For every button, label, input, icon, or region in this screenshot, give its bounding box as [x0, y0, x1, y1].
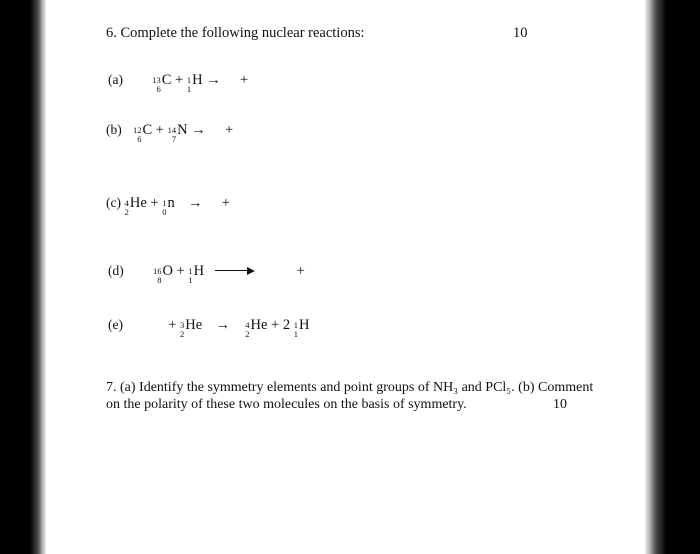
nuclide — [188, 262, 204, 286]
reaction-c — [106, 194, 230, 218]
element-symbol: C — [142, 122, 153, 138]
reaction-arrow: → — [187, 195, 203, 211]
plus-sign: + — [150, 195, 159, 211]
reaction-arrow: → — [206, 72, 221, 88]
reaction-label: (b) — [106, 122, 122, 137]
nuclide — [133, 121, 152, 145]
reaction-d — [108, 262, 305, 286]
atomic-number: 1 — [293, 329, 298, 339]
reaction-label: (c) — [106, 195, 121, 210]
plus-sign: + — [175, 72, 184, 88]
nuclide — [294, 316, 310, 340]
atomic-number: 1 — [188, 275, 193, 285]
reaction-e — [108, 316, 309, 340]
nuclide — [168, 121, 188, 145]
element-symbol: N — [177, 122, 188, 138]
atomic-number: 6 — [137, 134, 142, 144]
atomic-number: 2 — [124, 207, 129, 217]
question-7-marks: 10 — [553, 397, 567, 412]
mass-number: 14 — [167, 125, 177, 135]
mass-number: 1 — [186, 75, 192, 85]
plus-sign: + — [221, 195, 230, 211]
reaction-a — [108, 71, 248, 95]
mass-number: 4 — [124, 198, 129, 208]
plus-sign: + — [168, 317, 177, 333]
reaction-b — [106, 121, 233, 145]
nuclide — [162, 194, 175, 218]
nuclide — [153, 262, 173, 286]
photo-frame-left — [0, 0, 46, 554]
mass-number: 16 — [153, 266, 162, 276]
reaction-label: (a) — [108, 72, 123, 87]
mass-number: 4 — [245, 320, 250, 330]
atomic-number: 2 — [245, 329, 250, 339]
atomic-number: 2 — [180, 329, 185, 339]
element-symbol: He — [129, 195, 147, 211]
mass-number: 12 — [133, 125, 142, 135]
element-symbol: n — [167, 195, 175, 211]
question-6-marks: 10 — [513, 25, 528, 41]
question-7-line-2: on the polarity of these two molecules on the basis of symmetry. — [106, 397, 467, 412]
nuclide — [245, 316, 267, 340]
nuclide — [125, 194, 147, 218]
atomic-number: 7 — [171, 134, 177, 144]
atomic-number: 8 — [157, 275, 162, 285]
reaction-label: (d) — [108, 263, 124, 278]
document-page — [46, 0, 645, 554]
element-symbol: He — [250, 317, 268, 333]
mass-number: 3 — [180, 320, 185, 330]
atomic-number: 1 — [186, 84, 192, 94]
element-symbol: C — [161, 72, 172, 88]
question-7-line-1: 7. (a) Identify the symmetry elements and point groups of NH₃ and PCl₅. (b) Comment — [106, 380, 594, 395]
mass-number: 1 — [293, 320, 298, 330]
atomic-number: 0 — [162, 207, 167, 217]
plus-sign: + — [224, 122, 234, 138]
nuclide — [152, 71, 171, 95]
plus-sign: + — [176, 263, 185, 279]
reaction-arrow: → — [215, 317, 230, 333]
nuclide — [187, 71, 203, 95]
element-symbol: H — [298, 317, 310, 333]
photo-frame-right — [645, 0, 700, 554]
reaction-arrow: → — [191, 122, 206, 138]
plus-sign: + — [155, 122, 164, 138]
element-symbol: H — [192, 72, 203, 88]
element-symbol: O — [162, 263, 173, 279]
nuclide — [180, 316, 202, 340]
element-symbol: He — [185, 317, 203, 333]
element-symbol: H — [193, 263, 205, 279]
question-6-title: 6. Complete the following nuclear reactions: — [106, 25, 365, 41]
mass-number: 1 — [188, 266, 193, 276]
mass-number: 13 — [152, 75, 161, 85]
reaction-label: (e) — [108, 317, 123, 332]
plus-coefficient: + 2 — [271, 317, 291, 333]
atomic-number: 6 — [156, 84, 161, 94]
mass-number: 1 — [162, 198, 167, 208]
long-reaction-arrow — [215, 267, 255, 275]
plus-sign: + — [239, 72, 249, 88]
plus-sign: + — [296, 263, 305, 279]
